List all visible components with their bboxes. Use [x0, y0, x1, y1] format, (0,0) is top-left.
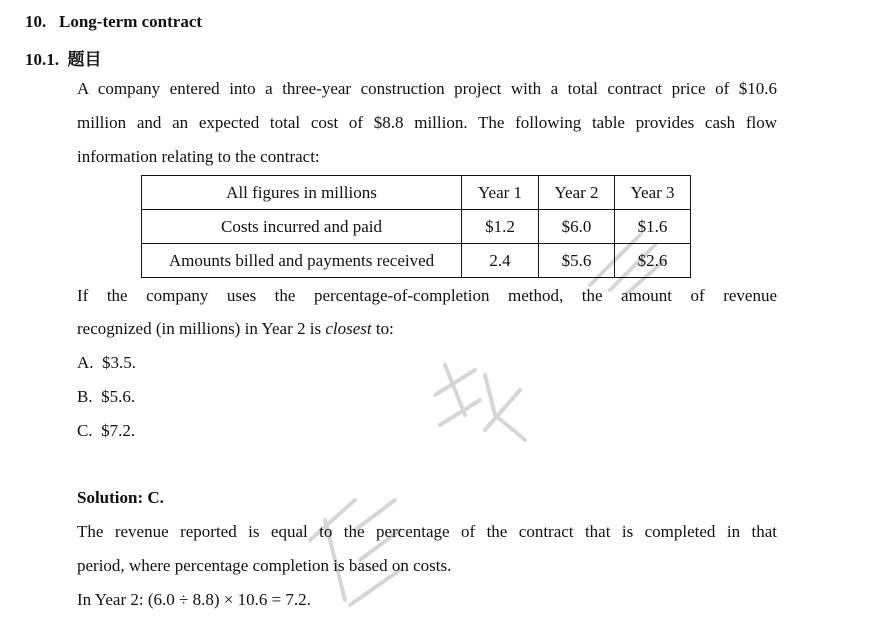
section-title: Long-term contract: [59, 12, 203, 31]
table-cell: Costs incurred and paid: [142, 210, 462, 244]
question-line: A company entered into a three-year construction project with a total contract price of $10.6: [77, 79, 777, 98]
table-cell: 2.4: [462, 244, 539, 278]
option-letter: B.: [77, 387, 93, 406]
table-cell: Amounts billed and payments received: [142, 244, 462, 278]
option-text: $3.5.: [102, 353, 137, 372]
subsection-heading: [25, 45, 102, 70]
subsection-title: 题目: [67, 50, 102, 69]
table-cell: $2.6: [615, 244, 691, 278]
table-row: [142, 244, 691, 278]
option-c: [77, 421, 135, 441]
table-cell: $5.6: [539, 244, 615, 278]
solution-label: Solution: C.: [77, 488, 164, 507]
table-cell: $1.6: [615, 210, 691, 244]
cash-flow-table: [141, 175, 691, 278]
prompt-text: to:: [371, 319, 394, 338]
question-line: million and an expected total cost of $8.8 million. The following table provides cash flow: [77, 113, 777, 132]
solution-line: period, where percentage completion is based on costs.: [77, 556, 452, 575]
table-header-row: [142, 176, 691, 210]
section-heading: [25, 12, 202, 32]
table-header: Year 3: [615, 176, 691, 210]
option-text: $7.2.: [101, 421, 136, 440]
watermark-icon: [300, 480, 410, 620]
solution-line: The revenue reported is equal to the percentage of the contract that is completed in that: [77, 522, 777, 541]
table-cell: $1.2: [462, 210, 539, 244]
prompt-text: recognized (in millions) in Year 2 is: [77, 319, 326, 338]
section-number: 10.: [25, 12, 47, 31]
option-a: [77, 353, 136, 373]
table-row: [142, 210, 691, 244]
table-header: All figures in millions: [142, 176, 462, 210]
prompt-emphasis: closest: [325, 319, 372, 338]
question-line: information relating to the contract:: [77, 147, 320, 166]
option-letter: C.: [77, 421, 93, 440]
option-letter: A.: [77, 353, 94, 372]
option-b: [77, 387, 135, 407]
solution-line: In Year 2: (6.0 ÷ 8.8) × 10.6 = 7.2.: [77, 590, 311, 609]
option-text: $5.6.: [101, 387, 136, 406]
table-cell: $6.0: [539, 210, 615, 244]
watermark-icon: [425, 355, 535, 455]
question-prompt: [77, 319, 394, 339]
question-prompt: If the company uses the percentage-of-completion method, the amount of revenue: [77, 286, 777, 305]
table-header: Year 1: [462, 176, 539, 210]
table-header: Year 2: [539, 176, 615, 210]
subsection-number: 10.1.: [25, 50, 59, 69]
